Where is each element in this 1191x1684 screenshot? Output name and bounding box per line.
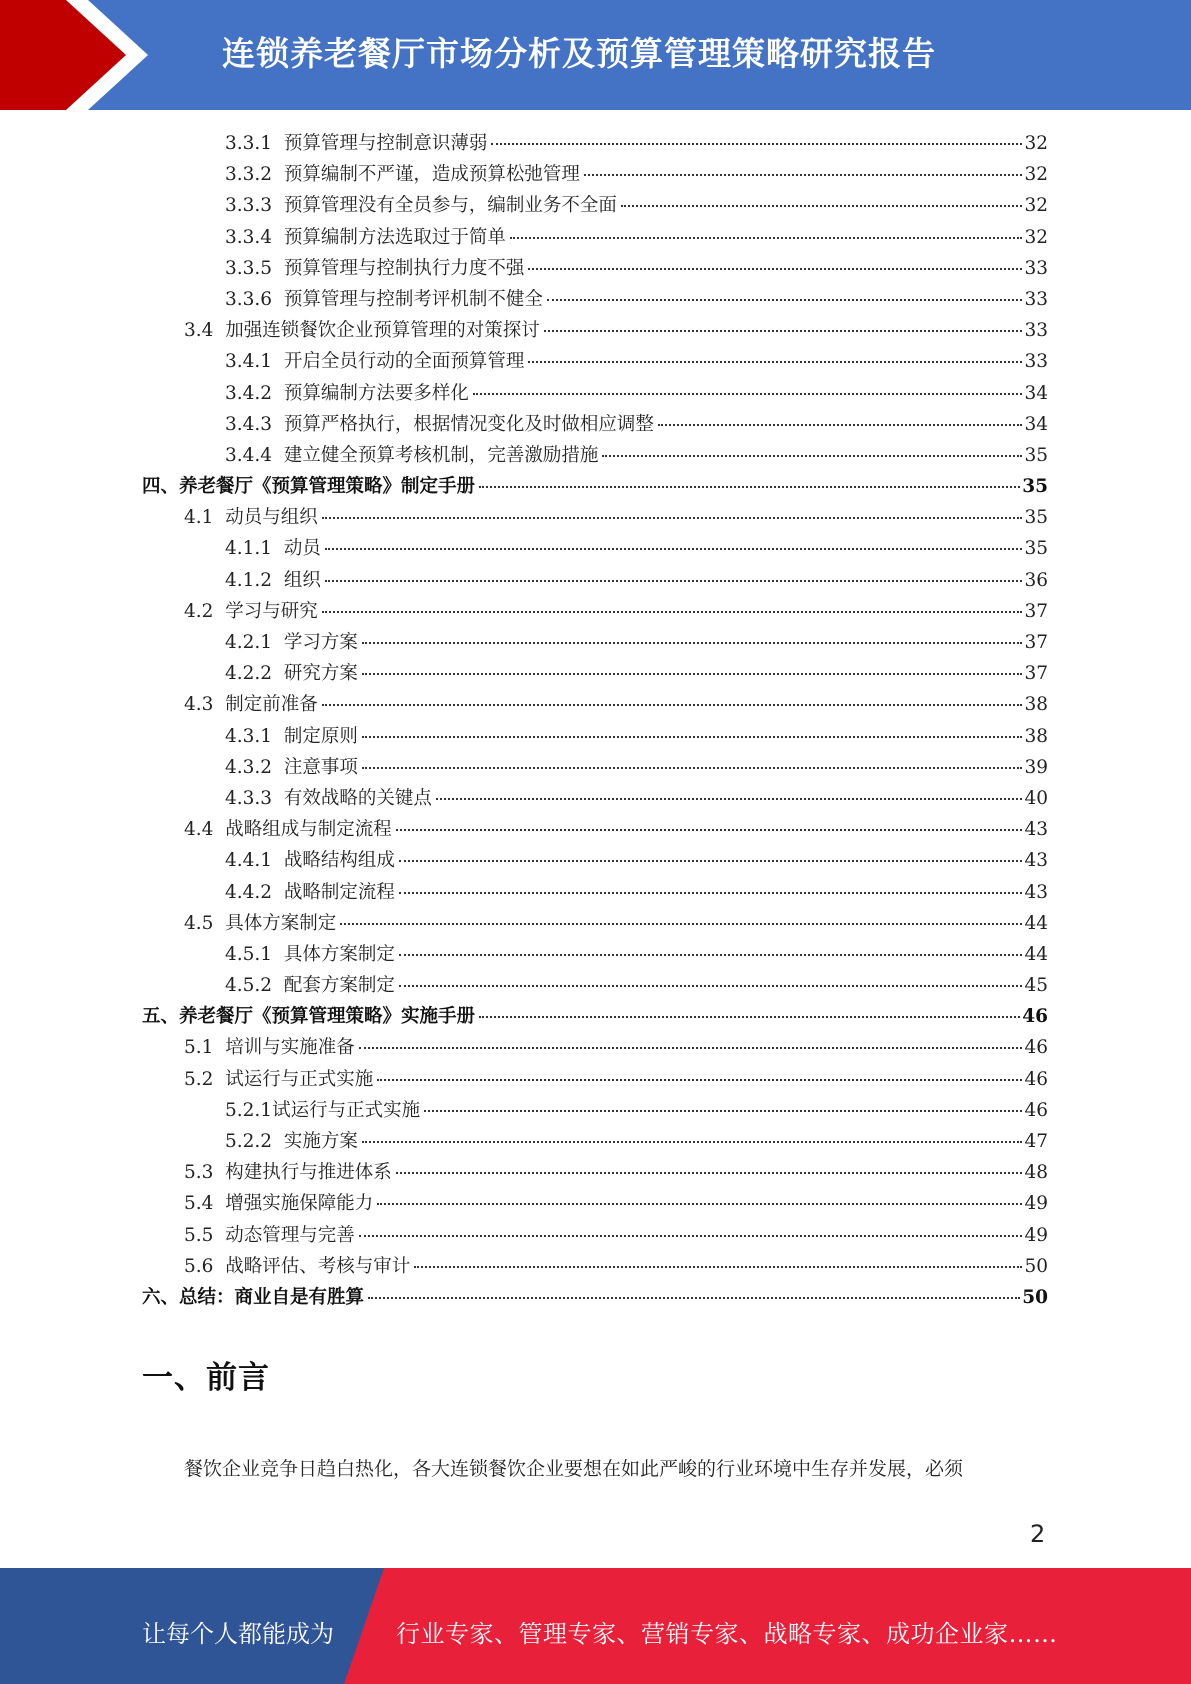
toc-entry-number: 5.2: [184, 1068, 214, 1090]
toc-entry-title: 培训与实施准备: [225, 1037, 355, 1059]
toc-entry-label: [225, 284, 543, 315]
toc-entry-page: 32: [1024, 164, 1048, 186]
toc-dot-leader: [362, 673, 1023, 675]
toc-dot-leader: [414, 1266, 1022, 1268]
toc-dot-leader: [362, 767, 1023, 769]
toc-entry-label: [142, 1282, 364, 1313]
toc-dot-leader: [396, 829, 1023, 831]
toc-entry[interactable]: [142, 845, 1048, 876]
toc-entry-number: 四、: [142, 476, 180, 498]
toc-entry-number: 5.1: [184, 1037, 214, 1059]
toc-entry-page: 37: [1024, 663, 1048, 685]
toc-entry-label: [225, 783, 432, 814]
toc-entry-label: [225, 721, 358, 752]
toc-entry-title: 预算管理与控制意识薄弱: [283, 133, 488, 154]
toc-entry-label: [184, 315, 540, 346]
toc-entry[interactable]: [142, 596, 1048, 627]
toc-entry[interactable]: [142, 783, 1048, 814]
toc-entry-label: [142, 471, 475, 502]
toc-entry-title: 试运行与正式实施: [225, 1068, 374, 1090]
toc-dot-leader: [325, 580, 1023, 582]
toc-entry-label: [225, 440, 598, 471]
toc-entry-page: 33: [1024, 351, 1048, 373]
toc-entry-number: 3.3.4: [225, 226, 273, 248]
toc-entry-number: 5.4: [184, 1193, 214, 1215]
toc-entry-number: 3.3.6: [225, 288, 273, 310]
toc-entry-title: 加强连锁餐饮企业预算管理的对策探讨: [225, 320, 540, 342]
toc-entry-title: 学习与研究: [225, 600, 318, 622]
toc-entry-page: 34: [1024, 413, 1048, 435]
toc-entry-page: 33: [1024, 257, 1048, 279]
toc-entry-title: 预算编制方法要多样化: [283, 382, 469, 404]
table-of-contents: [142, 128, 1048, 1313]
toc-dot-leader: [359, 1235, 1023, 1237]
page-number: 2: [1030, 1520, 1046, 1548]
toc-entry-label: [225, 658, 358, 689]
toc-dot-leader: [325, 548, 1023, 550]
toc-entry[interactable]: [142, 1251, 1048, 1282]
toc-entry[interactable]: [142, 565, 1048, 596]
toc-dot-leader: [436, 798, 1023, 800]
toc-entry-number: 5.3: [184, 1162, 214, 1184]
toc-entry-title: 战略结构组成: [283, 850, 395, 872]
toc-entry-page: 44: [1024, 943, 1048, 965]
toc-entry-label: [184, 1157, 392, 1188]
toc-entry-page: 34: [1024, 382, 1048, 404]
toc-entry-label: [184, 1251, 410, 1282]
toc-entry-page: 46: [1024, 1037, 1048, 1059]
toc-entry-page: 35: [1022, 476, 1048, 498]
toc-entry-title: 战略组成与制定流程: [225, 819, 392, 841]
toc-dot-leader: [479, 1016, 1020, 1018]
toc-entry-page: 35: [1024, 507, 1048, 529]
toc-dot-leader: [547, 299, 1023, 301]
toc-entry-title: 战略评估、考核与审计: [225, 1255, 411, 1277]
toc-entry-number: 3.4.2: [225, 382, 273, 404]
toc-dot-leader: [544, 330, 1023, 332]
toc-entry-number: 3.4.3: [225, 413, 273, 435]
toc-entry-title: 注意事项: [283, 756, 358, 778]
toc-entry-page: 37: [1024, 600, 1048, 622]
toc-entry-title: 试运行与正式实施: [272, 1099, 421, 1121]
toc-entry-title: 制定原则: [283, 725, 358, 747]
toc-dot-leader: [658, 424, 1023, 426]
toc-entry[interactable]: [142, 533, 1048, 564]
toc-dot-leader: [322, 704, 1023, 706]
toc-entry-label: [142, 1001, 475, 1032]
header-arrow-decoration: [0, 0, 150, 110]
toc-entry-label: [225, 533, 321, 564]
toc-entry[interactable]: [142, 502, 1048, 533]
toc-entry-label: [184, 502, 318, 533]
toc-dot-leader: [368, 1297, 1020, 1299]
toc-entry-label: [225, 1126, 358, 1157]
toc-entry-title: 具体方案制定: [225, 912, 337, 934]
toc-entry-title: 具体方案制定: [283, 943, 395, 965]
toc-entry-title: 建立健全预算考核机制，完善激励措施: [283, 444, 599, 466]
toc-entry-label: [225, 346, 524, 377]
toc-entry-number: 4.2.1: [225, 632, 273, 653]
toc-dot-leader: [584, 174, 1023, 176]
toc-entry-title: 预算严格执行，根据情况变化及时做相应调整: [283, 413, 654, 435]
toc-entry-number: 4.5.2: [225, 975, 273, 997]
toc-entry[interactable]: [142, 877, 1048, 908]
toc-entry[interactable]: [142, 159, 1048, 190]
toc-entry-title: 增强实施保障能力: [225, 1193, 374, 1215]
toc-entry-number: 4.1.1: [225, 538, 273, 560]
toc-entry-number: 5.5: [184, 1224, 214, 1246]
toc-entry-label: [225, 565, 321, 596]
toc-dot-leader: [399, 985, 1023, 987]
toc-entry-label: [184, 1064, 373, 1095]
toc-entry[interactable]: [142, 440, 1048, 471]
toc-entry-page: 32: [1024, 226, 1048, 248]
toc-entry-label: [225, 752, 358, 783]
toc-entry[interactable]: [142, 1095, 1048, 1126]
toc-entry-label: [184, 689, 318, 720]
toc-entry-title: 战略制定流程: [283, 881, 395, 903]
toc-dot-leader: [424, 1110, 1022, 1112]
toc-entry-title: 预算编制不严谨，造成预算松弛管理: [283, 164, 580, 186]
toc-entry-label: [225, 253, 524, 284]
toc-entry-number: 3.4: [184, 320, 214, 342]
toc-entry-label: [225, 378, 469, 409]
toc-entry-page: 46: [1024, 1068, 1048, 1090]
toc-entry[interactable]: [142, 253, 1048, 284]
page-footer: [0, 1568, 1191, 1684]
toc-entry[interactable]: [142, 658, 1048, 689]
toc-dot-leader: [377, 1079, 1022, 1081]
toc-entry-title: 养老餐厅《预算管理策略》实施手册: [179, 1006, 476, 1028]
toc-entry-number: 4.5: [184, 912, 214, 934]
toc-entry-label: [225, 877, 395, 908]
toc-entry-page: 48: [1024, 1162, 1048, 1184]
toc-entry-number: 4.2: [184, 600, 214, 622]
toc-entry-number: 4.1: [184, 507, 214, 529]
toc-entry[interactable]: [142, 1032, 1048, 1063]
toc-dot-leader: [322, 611, 1023, 613]
toc-dot-leader: [362, 642, 1023, 644]
toc-entry-number: 4.3.3: [225, 787, 273, 809]
toc-entry[interactable]: [142, 378, 1048, 409]
toc-entry[interactable]: [142, 471, 1048, 502]
footer-roles: 行业专家、管理专家、营销专家、战略专家、成功企业家……: [396, 1620, 1058, 1648]
toc-dot-leader: [528, 268, 1022, 270]
toc-dot-leader: [621, 205, 1023, 207]
toc-entry-page: 43: [1024, 850, 1048, 872]
toc-entry-number: 4.4.2: [225, 881, 273, 903]
toc-entry-number: 5.2.2: [225, 1131, 273, 1152]
toc-entry-page: 43: [1024, 881, 1048, 903]
toc-entry[interactable]: [142, 627, 1048, 658]
toc-entry-number: 3.4.1: [225, 351, 273, 373]
toc-entry-number: 5.6: [184, 1255, 214, 1277]
toc-entry-number: 4.4.1: [225, 850, 273, 872]
toc-entry-title: 有效战略的关键点: [283, 787, 432, 809]
toc-entry-title: 开启全员行动的全面预算管理: [283, 351, 525, 373]
toc-entry-page: 46: [1022, 1006, 1048, 1028]
toc-entry-page: 38: [1024, 725, 1048, 747]
toc-entry-title: 预算管理与控制考评机制不健全: [283, 288, 543, 310]
report-title: 连锁养老餐厅市场分析及预算管理策略研究报告: [222, 34, 936, 73]
toc-entry-label: [184, 1032, 355, 1063]
toc-entry[interactable]: [142, 939, 1048, 970]
toc-dot-leader: [491, 143, 1022, 145]
toc-entry[interactable]: [142, 970, 1048, 1001]
toc-entry[interactable]: [142, 1064, 1048, 1095]
toc-entry[interactable]: [142, 128, 1048, 159]
toc-dot-leader: [362, 736, 1023, 738]
toc-entry[interactable]: [142, 689, 1048, 720]
toc-entry-page: 36: [1024, 569, 1048, 591]
toc-entry[interactable]: [142, 346, 1048, 377]
toc-entry-page: 47: [1024, 1131, 1048, 1152]
toc-entry-title: 养老餐厅《预算管理策略》制定手册: [179, 476, 476, 498]
toc-entry-page: 50: [1022, 1286, 1048, 1308]
toc-dot-leader: [359, 1047, 1023, 1049]
toc-entry[interactable]: [142, 1001, 1048, 1032]
toc-entry-page: 33: [1024, 288, 1048, 310]
toc-dot-leader: [399, 860, 1023, 862]
toc-entry-page: 44: [1024, 912, 1048, 934]
toc-entry-page: 40: [1024, 787, 1048, 809]
toc-entry[interactable]: [142, 908, 1048, 939]
toc-entry-title: 制定前准备: [225, 694, 318, 716]
toc-entry-title: 预算管理没有全员参与，编制业务不全面: [283, 195, 617, 217]
toc-entry-number: 4.5.1: [225, 943, 273, 965]
toc-entry-number: 4.1.2: [225, 569, 273, 591]
toc-entry[interactable]: [142, 1157, 1048, 1188]
toc-entry-title: 配套方案制定: [283, 975, 395, 997]
toc-entry[interactable]: [142, 284, 1048, 315]
toc-entry-label: [225, 128, 487, 159]
toc-dot-leader: [602, 455, 1022, 457]
toc-entry-label: [225, 409, 654, 440]
toc-entry[interactable]: [142, 1220, 1048, 1251]
toc-entry[interactable]: [142, 315, 1048, 346]
toc-entry-number: 六、: [142, 1286, 180, 1308]
toc-entry-label: [184, 1188, 373, 1219]
toc-entry-page: 46: [1024, 1099, 1048, 1121]
toc-entry-page: 32: [1024, 195, 1048, 217]
toc-entry-title: 总结：商业自是有胜算: [179, 1286, 365, 1308]
toc-entry-title: 预算编制方法选取过于简单: [283, 226, 506, 248]
toc-entry-label: [184, 596, 318, 627]
toc-entry-label: [225, 159, 580, 190]
toc-entry[interactable]: [142, 1188, 1048, 1219]
toc-entry-number: 3.4.4: [225, 444, 273, 466]
toc-entry[interactable]: [142, 190, 1048, 221]
toc-entry[interactable]: [142, 814, 1048, 845]
toc-entry-page: 49: [1024, 1193, 1048, 1215]
toc-entry-page: 37: [1024, 632, 1048, 653]
toc-dot-leader: [340, 923, 1022, 925]
toc-entry-title: 预算管理与控制执行力度不强: [283, 257, 525, 279]
toc-entry-page: 43: [1024, 819, 1048, 841]
toc-entry-number: 4.2.2: [225, 663, 273, 685]
page-header: [0, 0, 1191, 110]
footer-slogan: 让每个人都能成为: [142, 1620, 334, 1648]
toc-entry-page: 45: [1024, 975, 1048, 997]
toc-entry-title: 动态管理与完善: [225, 1224, 355, 1246]
toc-dot-leader: [473, 393, 1023, 395]
toc-entry[interactable]: [142, 721, 1048, 752]
toc-dot-leader: [396, 1172, 1023, 1174]
toc-entry-number: 4.4: [184, 819, 214, 841]
toc-entry-page: 32: [1024, 133, 1048, 154]
toc-entry-title: 学习方案: [283, 632, 358, 653]
toc-dot-leader: [362, 1141, 1023, 1143]
toc-entry[interactable]: [142, 752, 1048, 783]
toc-entry-label: [225, 970, 395, 1001]
toc-entry-number: 3.3.2: [225, 164, 273, 186]
toc-entry-number: 4.3: [184, 694, 214, 716]
toc-entry-number: 3.3.5: [225, 257, 273, 279]
toc-entry-number: 五、: [142, 1006, 180, 1028]
toc-entry-number: 4.3.2: [225, 756, 273, 778]
toc-dot-leader: [399, 892, 1023, 894]
toc-entry-number: 5.2.1: [225, 1099, 273, 1121]
toc-entry[interactable]: [142, 222, 1048, 253]
toc-entry-label: [184, 814, 392, 845]
toc-entry-title: 实施方案: [283, 1131, 358, 1152]
toc-entry-title: 构建执行与推进体系: [225, 1162, 392, 1184]
toc-dot-leader: [479, 486, 1020, 488]
toc-dot-leader: [399, 954, 1023, 956]
body-paragraph: 餐饮企业竞争日趋白热化，各大连锁餐饮企业要想在如此严峻的行业环境中生存并发展，必须: [184, 1458, 964, 1480]
toc-entry-number: 3.3.3: [225, 195, 273, 217]
toc-entry-page: 49: [1024, 1224, 1048, 1246]
toc-entry[interactable]: [142, 409, 1048, 440]
toc-dot-leader: [377, 1203, 1022, 1205]
toc-entry-title: 研究方案: [283, 663, 358, 685]
toc-dot-leader: [528, 361, 1022, 363]
toc-entry-label: [225, 190, 617, 221]
toc-entry-title: 组织: [283, 569, 321, 591]
section-heading: 一、前言: [142, 1360, 270, 1396]
toc-entry[interactable]: [142, 1282, 1048, 1313]
toc-entry-title: 动员: [283, 538, 321, 560]
toc-entry-page: 50: [1024, 1255, 1048, 1277]
toc-entry-label: [225, 845, 395, 876]
toc-entry-label: [225, 1095, 420, 1126]
toc-entry-page: 33: [1024, 320, 1048, 342]
toc-entry-label: [184, 1220, 355, 1251]
toc-entry-page: 39: [1024, 756, 1048, 778]
toc-entry-label: [225, 939, 395, 970]
toc-entry-title: 动员与组织: [225, 507, 318, 529]
toc-entry-label: [225, 627, 358, 658]
toc-entry-page: 38: [1024, 694, 1048, 716]
toc-entry-label: [225, 222, 506, 253]
toc-dot-leader: [510, 237, 1023, 239]
toc-dot-leader: [322, 517, 1023, 519]
toc-entry-page: 35: [1024, 538, 1048, 560]
toc-entry-page: 35: [1024, 444, 1048, 466]
toc-entry-number: 3.3.1: [225, 133, 273, 154]
toc-entry-label: [184, 908, 336, 939]
toc-entry[interactable]: [142, 1126, 1048, 1157]
toc-entry-number: 4.3.1: [225, 725, 273, 747]
